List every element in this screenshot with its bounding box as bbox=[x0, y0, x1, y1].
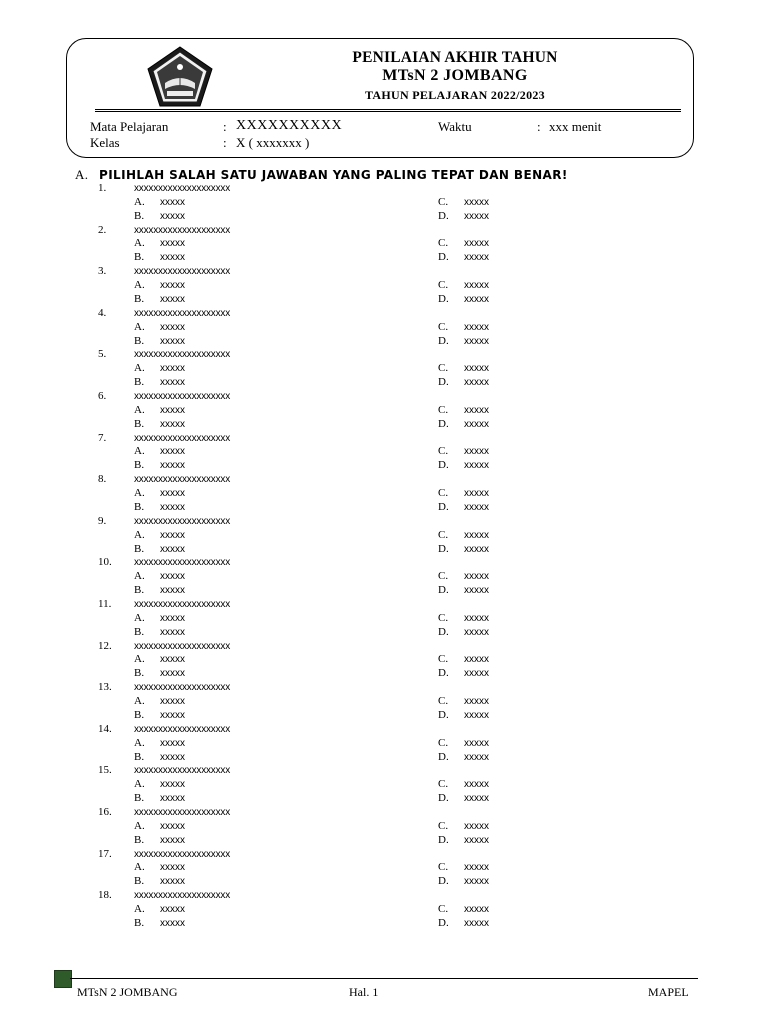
option-text: xxxxx bbox=[160, 571, 185, 583]
question-item bbox=[0, 473, 768, 515]
question-number: 15. bbox=[98, 764, 112, 777]
question-item bbox=[0, 515, 768, 557]
question-item bbox=[0, 764, 768, 806]
option-text: xxxxx bbox=[160, 418, 185, 430]
option-text: xxxxx bbox=[464, 529, 489, 541]
question-text: xxxxxxxxxxxxxxxxxxxx bbox=[134, 640, 231, 652]
option-letter: C. bbox=[438, 237, 449, 250]
option-letter: C. bbox=[438, 861, 449, 874]
option-letter: C. bbox=[438, 528, 449, 541]
question-text: xxxxxxxxxxxxxxxxxxxx bbox=[134, 557, 231, 569]
option-text: xxxxx bbox=[160, 196, 185, 208]
option-c bbox=[438, 820, 489, 834]
option-c bbox=[438, 529, 489, 543]
option-c bbox=[438, 362, 489, 376]
option-text: xxxxx bbox=[160, 668, 185, 680]
option-d bbox=[438, 875, 489, 889]
option-b bbox=[134, 584, 185, 598]
option-letter: D. bbox=[438, 292, 449, 305]
option-letter: B. bbox=[134, 792, 145, 805]
option-text: xxxxx bbox=[160, 709, 185, 721]
question-text: xxxxxxxxxxxxxxxxxxxx bbox=[134, 390, 231, 402]
option-d bbox=[438, 792, 489, 806]
option-letter: D. bbox=[438, 459, 449, 472]
option-text: xxxxx bbox=[160, 501, 185, 513]
option-letter: D. bbox=[438, 209, 449, 222]
option-letter: B. bbox=[134, 209, 145, 222]
question-number: 1. bbox=[98, 182, 107, 194]
option-a bbox=[134, 237, 185, 251]
option-a bbox=[134, 445, 185, 459]
option-text: xxxxx bbox=[160, 862, 185, 874]
question-item bbox=[0, 265, 768, 307]
option-d bbox=[438, 251, 489, 265]
option-letter: D. bbox=[438, 875, 449, 888]
option-text: xxxxx bbox=[160, 335, 185, 347]
question-number: 9. bbox=[98, 514, 107, 527]
question-number: 8. bbox=[98, 473, 107, 486]
option-letter: B. bbox=[134, 708, 145, 721]
option-d bbox=[438, 459, 489, 473]
option-text: xxxxx bbox=[160, 654, 185, 666]
footer-page-number: Hal. 1 bbox=[349, 985, 379, 999]
option-letter: D. bbox=[438, 750, 449, 763]
option-b bbox=[134, 335, 185, 349]
option-text: xxxxx bbox=[464, 793, 489, 805]
option-letter: C. bbox=[438, 487, 449, 500]
option-b bbox=[134, 210, 185, 224]
option-text: xxxxx bbox=[464, 488, 489, 500]
academic-year: TAHUN PELAJARAN 2022/2023 bbox=[365, 88, 545, 102]
option-a bbox=[134, 861, 185, 875]
option-text: xxxxx bbox=[464, 196, 489, 208]
option-b bbox=[134, 709, 185, 723]
option-c bbox=[438, 237, 489, 251]
time-value: xxx menit bbox=[549, 119, 602, 134]
option-letter: C. bbox=[438, 445, 449, 458]
option-a bbox=[134, 404, 185, 418]
option-b bbox=[134, 376, 185, 390]
time-colon: : bbox=[537, 119, 541, 134]
option-letter: C. bbox=[438, 362, 449, 375]
option-text: xxxxx bbox=[464, 252, 489, 264]
question-text: xxxxxxxxxxxxxxxxxxxx bbox=[134, 806, 231, 818]
option-d bbox=[438, 543, 489, 557]
option-letter: D. bbox=[438, 334, 449, 347]
question-number: 16. bbox=[98, 805, 112, 818]
option-c bbox=[438, 903, 489, 917]
option-letter: D. bbox=[438, 833, 449, 846]
question-number: 3. bbox=[98, 265, 107, 278]
option-c bbox=[438, 445, 489, 459]
option-a bbox=[134, 196, 185, 210]
option-text: xxxxx bbox=[464, 917, 489, 929]
option-letter: B. bbox=[134, 292, 145, 305]
option-text: xxxxx bbox=[464, 543, 489, 555]
option-a bbox=[134, 653, 185, 667]
option-letter: D. bbox=[438, 542, 449, 555]
option-letter: A. bbox=[134, 195, 145, 208]
option-letter: A. bbox=[134, 695, 145, 708]
option-text: xxxxx bbox=[160, 585, 185, 597]
option-text: xxxxx bbox=[464, 668, 489, 680]
question-number: 11. bbox=[98, 597, 112, 610]
option-letter: B. bbox=[134, 542, 145, 555]
option-letter: C. bbox=[438, 195, 449, 208]
option-text: xxxxx bbox=[464, 876, 489, 888]
question-item bbox=[0, 390, 768, 432]
option-letter: A. bbox=[134, 778, 145, 791]
question-item bbox=[0, 556, 768, 598]
option-letter: B. bbox=[134, 459, 145, 472]
class-colon: : bbox=[223, 135, 227, 150]
question-text: xxxxxxxxxxxxxxxxxxxx bbox=[134, 515, 231, 527]
option-text: xxxxx bbox=[464, 820, 489, 832]
option-a bbox=[134, 737, 185, 751]
option-text: xxxxx bbox=[464, 404, 489, 416]
option-b bbox=[134, 459, 185, 473]
question-text: xxxxxxxxxxxxxxxxxxxx bbox=[134, 890, 231, 902]
option-d bbox=[438, 335, 489, 349]
option-c bbox=[438, 404, 489, 418]
option-letter: B. bbox=[134, 584, 145, 597]
option-text: xxxxx bbox=[160, 612, 185, 624]
option-text: xxxxx bbox=[464, 751, 489, 763]
option-c bbox=[438, 695, 489, 709]
question-item bbox=[0, 348, 768, 390]
option-a bbox=[134, 321, 185, 335]
option-text: xxxxx bbox=[464, 696, 489, 708]
option-letter: A. bbox=[134, 362, 145, 375]
section-letter: A. bbox=[75, 167, 89, 182]
option-text: xxxxx bbox=[160, 363, 185, 375]
option-d bbox=[438, 210, 489, 224]
option-text: xxxxx bbox=[464, 585, 489, 597]
question-number: 5. bbox=[98, 348, 107, 361]
option-b bbox=[134, 418, 185, 432]
option-a bbox=[134, 570, 185, 584]
question-text: xxxxxxxxxxxxxxxxxxxx bbox=[134, 765, 231, 777]
header-divider bbox=[95, 109, 681, 110]
option-text: xxxxx bbox=[160, 751, 185, 763]
question-item bbox=[0, 307, 768, 349]
option-letter: D. bbox=[438, 500, 449, 513]
question-item bbox=[0, 224, 768, 266]
option-c bbox=[438, 737, 489, 751]
option-text: xxxxx bbox=[160, 488, 185, 500]
question-text: xxxxxxxxxxxxxxxxxxxx bbox=[134, 307, 231, 319]
option-d bbox=[438, 293, 489, 307]
footer-accent-square bbox=[54, 970, 72, 988]
question-number: 14. bbox=[98, 722, 112, 735]
option-letter: B. bbox=[134, 251, 145, 264]
option-c bbox=[438, 778, 489, 792]
option-text: xxxxx bbox=[464, 834, 489, 846]
option-text: xxxxx bbox=[160, 529, 185, 541]
option-letter: C. bbox=[438, 320, 449, 333]
option-text: xxxxx bbox=[464, 654, 489, 666]
option-letter: C. bbox=[438, 570, 449, 583]
option-c bbox=[438, 279, 489, 293]
option-letter: C. bbox=[438, 902, 449, 915]
option-letter: A. bbox=[134, 570, 145, 583]
question-number: 12. bbox=[98, 639, 112, 652]
option-text: xxxxx bbox=[464, 460, 489, 472]
question-text: xxxxxxxxxxxxxxxxxxxx bbox=[134, 598, 231, 610]
option-letter: C. bbox=[438, 778, 449, 791]
question-item bbox=[0, 681, 768, 723]
option-text: xxxxx bbox=[464, 626, 489, 638]
question-text: xxxxxxxxxxxxxxxxxxxx bbox=[134, 183, 231, 194]
option-letter: A. bbox=[134, 237, 145, 250]
subject-colon: : bbox=[223, 119, 227, 134]
option-text: xxxxx bbox=[160, 737, 185, 749]
subject-label: Mata Pelajaran bbox=[90, 119, 169, 134]
class-label: Kelas bbox=[90, 135, 120, 150]
option-letter: D. bbox=[438, 376, 449, 389]
section-title bbox=[75, 167, 568, 183]
option-a bbox=[134, 903, 185, 917]
option-letter: B. bbox=[134, 916, 145, 929]
question-item bbox=[0, 723, 768, 765]
option-b bbox=[134, 667, 185, 681]
option-letter: A. bbox=[134, 653, 145, 666]
option-letter: B. bbox=[134, 376, 145, 389]
option-b bbox=[134, 751, 185, 765]
option-b bbox=[134, 501, 185, 515]
option-letter: D. bbox=[438, 667, 449, 680]
question-number: 6. bbox=[98, 389, 107, 402]
option-a bbox=[134, 529, 185, 543]
option-text: xxxxx bbox=[464, 737, 489, 749]
option-letter: D. bbox=[438, 584, 449, 597]
question-list bbox=[0, 182, 768, 931]
question-number: 18. bbox=[98, 889, 112, 902]
option-text: xxxxx bbox=[160, 321, 185, 333]
option-c bbox=[438, 570, 489, 584]
option-text: xxxxx bbox=[160, 446, 185, 458]
question-item bbox=[0, 806, 768, 848]
option-letter: B. bbox=[134, 417, 145, 430]
question-item bbox=[0, 598, 768, 640]
section-instruction: PILIHLAH SALAH SATU JAWABAN YANG PALING TEPAT DAN BENAR! bbox=[99, 168, 568, 182]
option-letter: B. bbox=[134, 750, 145, 763]
option-d bbox=[438, 667, 489, 681]
time-label: Waktu bbox=[438, 119, 472, 134]
option-a bbox=[134, 778, 185, 792]
option-a bbox=[134, 279, 185, 293]
option-d bbox=[438, 917, 489, 931]
option-text: xxxxx bbox=[160, 238, 185, 250]
option-letter: D. bbox=[438, 625, 449, 638]
question-number: 13. bbox=[98, 681, 112, 694]
option-d bbox=[438, 501, 489, 515]
option-a bbox=[134, 820, 185, 834]
option-letter: C. bbox=[438, 611, 449, 624]
option-letter: B. bbox=[134, 625, 145, 638]
option-letter: A. bbox=[134, 819, 145, 832]
option-letter: B. bbox=[134, 500, 145, 513]
option-text: xxxxx bbox=[160, 543, 185, 555]
option-text: xxxxx bbox=[160, 404, 185, 416]
question-item bbox=[0, 432, 768, 474]
question-item bbox=[0, 848, 768, 890]
option-text: xxxxx bbox=[160, 293, 185, 305]
option-d bbox=[438, 584, 489, 598]
option-text: xxxxx bbox=[160, 377, 185, 389]
option-text: xxxxx bbox=[160, 779, 185, 791]
option-a bbox=[134, 695, 185, 709]
option-c bbox=[438, 612, 489, 626]
option-d bbox=[438, 418, 489, 432]
option-text: xxxxx bbox=[464, 446, 489, 458]
option-b bbox=[134, 543, 185, 557]
option-text: xxxxx bbox=[464, 335, 489, 347]
option-letter: A. bbox=[134, 403, 145, 416]
option-text: xxxxx bbox=[464, 210, 489, 222]
option-letter: B. bbox=[134, 334, 145, 347]
option-letter: C. bbox=[438, 695, 449, 708]
option-letter: A. bbox=[134, 861, 145, 874]
option-letter: B. bbox=[134, 875, 145, 888]
subject-value: XXXXXXXXXX bbox=[236, 118, 343, 133]
question-text: xxxxxxxxxxxxxxxxxxxx bbox=[134, 723, 231, 735]
option-letter: A. bbox=[134, 487, 145, 500]
option-text: xxxxx bbox=[464, 377, 489, 389]
option-text: xxxxx bbox=[464, 418, 489, 430]
option-letter: B. bbox=[134, 833, 145, 846]
option-text: xxxxx bbox=[464, 571, 489, 583]
option-text: xxxxx bbox=[464, 501, 489, 513]
option-letter: D. bbox=[438, 251, 449, 264]
option-b bbox=[134, 792, 185, 806]
question-text: xxxxxxxxxxxxxxxxxxxx bbox=[134, 848, 231, 860]
option-text: xxxxx bbox=[464, 709, 489, 721]
option-text: xxxxx bbox=[464, 903, 489, 915]
option-b bbox=[134, 251, 185, 265]
option-letter: A. bbox=[134, 902, 145, 915]
option-a bbox=[134, 487, 185, 501]
option-d bbox=[438, 376, 489, 390]
option-text: xxxxx bbox=[160, 876, 185, 888]
option-letter: D. bbox=[438, 708, 449, 721]
school-name: MTsN 2 JOMBANG bbox=[382, 67, 528, 84]
option-text: xxxxx bbox=[160, 626, 185, 638]
question-text: xxxxxxxxxxxxxxxxxxxx bbox=[134, 349, 231, 361]
question-text: xxxxxxxxxxxxxxxxxxxx bbox=[134, 682, 231, 694]
option-b bbox=[134, 834, 185, 848]
question-number: 4. bbox=[98, 306, 107, 319]
question-number: 7. bbox=[98, 431, 107, 444]
option-d bbox=[438, 709, 489, 723]
option-letter: C. bbox=[438, 403, 449, 416]
option-b bbox=[134, 293, 185, 307]
option-b bbox=[134, 875, 185, 889]
question-item bbox=[0, 182, 768, 224]
option-c bbox=[438, 861, 489, 875]
option-text: xxxxx bbox=[464, 293, 489, 305]
option-text: xxxxx bbox=[160, 917, 185, 929]
option-b bbox=[134, 626, 185, 640]
option-text: xxxxx bbox=[160, 903, 185, 915]
option-d bbox=[438, 751, 489, 765]
question-number: 10. bbox=[98, 556, 112, 569]
option-c bbox=[438, 321, 489, 335]
class-value: X ( xxxxxxx ) bbox=[236, 135, 310, 150]
option-letter: D. bbox=[438, 417, 449, 430]
option-letter: C. bbox=[438, 653, 449, 666]
option-c bbox=[438, 196, 489, 210]
header-divider-thin bbox=[95, 111, 681, 112]
option-b bbox=[134, 917, 185, 931]
question-text: xxxxxxxxxxxxxxxxxxxx bbox=[134, 474, 231, 486]
option-letter: C. bbox=[438, 736, 449, 749]
question-number: 2. bbox=[98, 223, 107, 236]
question-item bbox=[0, 889, 768, 931]
header-box bbox=[66, 38, 694, 158]
option-text: xxxxx bbox=[464, 779, 489, 791]
option-letter: D. bbox=[438, 916, 449, 929]
option-c bbox=[438, 487, 489, 501]
question-text: xxxxxxxxxxxxxxxxxxxx bbox=[134, 224, 231, 236]
question-number: 17. bbox=[98, 847, 112, 860]
option-letter: A. bbox=[134, 279, 145, 292]
exam-title: PENILAIAN AKHIR TAHUN bbox=[352, 49, 558, 66]
footer-divider bbox=[70, 978, 698, 979]
question-item bbox=[0, 640, 768, 682]
option-text: xxxxx bbox=[464, 363, 489, 375]
option-text: xxxxx bbox=[160, 210, 185, 222]
question-text: xxxxxxxxxxxxxxxxxxxx bbox=[134, 266, 231, 278]
option-text: xxxxx bbox=[464, 321, 489, 333]
option-letter: D. bbox=[438, 792, 449, 805]
option-text: xxxxx bbox=[160, 820, 185, 832]
option-d bbox=[438, 834, 489, 848]
option-letter: A. bbox=[134, 611, 145, 624]
question-text: xxxxxxxxxxxxxxxxxxxx bbox=[134, 432, 231, 444]
option-text: xxxxx bbox=[464, 238, 489, 250]
option-letter: A. bbox=[134, 320, 145, 333]
option-letter: A. bbox=[134, 445, 145, 458]
footer-subject: MAPEL bbox=[648, 985, 689, 999]
footer-school: MTsN 2 JOMBANG bbox=[77, 985, 178, 999]
option-letter: B. bbox=[134, 667, 145, 680]
option-c bbox=[438, 653, 489, 667]
option-text: xxxxx bbox=[464, 612, 489, 624]
option-letter: A. bbox=[134, 528, 145, 541]
option-text: xxxxx bbox=[160, 252, 185, 264]
option-letter: C. bbox=[438, 279, 449, 292]
option-text: xxxxx bbox=[160, 460, 185, 472]
option-text: xxxxx bbox=[160, 696, 185, 708]
option-text: xxxxx bbox=[160, 280, 185, 292]
option-a bbox=[134, 362, 185, 376]
option-text: xxxxx bbox=[464, 280, 489, 292]
option-d bbox=[438, 626, 489, 640]
option-text: xxxxx bbox=[464, 862, 489, 874]
option-a bbox=[134, 612, 185, 626]
option-letter: A. bbox=[134, 736, 145, 749]
option-text: xxxxx bbox=[160, 834, 185, 846]
option-text: xxxxx bbox=[160, 793, 185, 805]
option-letter: C. bbox=[438, 819, 449, 832]
